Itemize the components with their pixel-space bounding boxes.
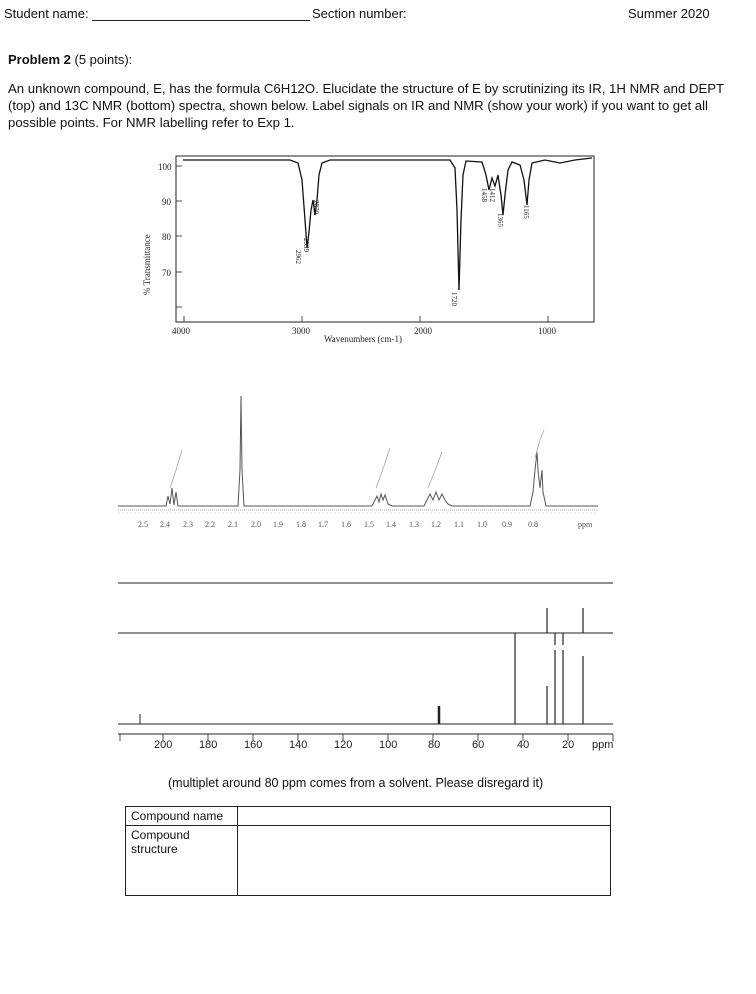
ir-trace — [183, 158, 592, 290]
ir-peak-label: 1165 — [522, 205, 530, 219]
h-nmr-axis-labels — [138, 520, 593, 529]
ir-peak-label: 1365 — [496, 213, 504, 227]
h-nmr-axis-label: 0.8 — [528, 520, 538, 529]
ir-xtick: 2000 — [414, 326, 432, 336]
c-nmr-tick: 120 — [334, 739, 353, 751]
compound-structure-label: Compound structure — [126, 826, 238, 896]
ir-peak-label: 2939 — [302, 238, 310, 252]
c-nmr-tick: 100 — [379, 739, 398, 751]
ir-peak-label: 2962 — [294, 250, 302, 264]
c-nmr-unit: ppm — [592, 739, 614, 751]
ir-ytick: 80 — [162, 232, 171, 242]
student-name-label: Student name: — [4, 6, 89, 21]
compound-name-label: Compound name — [126, 807, 238, 826]
c-nmr-tick: 140 — [289, 739, 308, 751]
h-nmr-trace — [118, 396, 598, 506]
ir-ytick: 70 — [162, 268, 171, 278]
ir-peak-labels — [294, 188, 530, 307]
ir-y-ticks — [158, 162, 172, 278]
c-nmr-tick: 20 — [562, 739, 575, 751]
h-nmr-axis-label: 1.7 — [318, 520, 328, 529]
ir-peak-label: 1412 — [488, 188, 496, 202]
ir-spectrum — [142, 156, 594, 344]
h-nmr-axis-label: 0.9 — [502, 520, 512, 529]
c-nmr-tick: 40 — [517, 739, 530, 751]
ir-xtick: 4000 — [172, 326, 190, 336]
h-nmr-axis-label: 2.4 — [160, 520, 170, 529]
h-nmr-axis-label: 1.0 — [477, 520, 487, 529]
ir-ylabel: % Transmittance — [142, 234, 152, 295]
h-nmr-axis-label: 2.2 — [205, 520, 215, 529]
c-nmr-spectra — [118, 583, 613, 741]
ir-ytick: 100 — [158, 162, 172, 172]
c-nmr-tick: 80 — [428, 739, 441, 751]
c-nmr-tick: 200 — [154, 739, 173, 751]
c-nmr-tick: 60 — [472, 739, 485, 751]
answer-table — [125, 806, 611, 896]
h-nmr-axis-label: 1.4 — [386, 520, 396, 529]
h-nmr-axis-label: ppm — [578, 520, 593, 529]
h-nmr-axis-label: 1.1 — [454, 520, 464, 529]
c-nmr-tick: 160 — [244, 739, 263, 751]
solvent-note: (multiplet around 80 ppm comes from a solvent. Please disregard it) — [168, 776, 544, 790]
ir-peak-label: 1458 — [480, 188, 488, 202]
problem-text: An unknown compound, E, has the formula C6H12O. Elucidate the structure of E by scrutinizing its IR, 1H NMR and DEPT (top) and 13C NMR (bottom) spectra, shown below. Label signals on IR and NMR (show your work) if you want to get all possible points. For NMR labelling refer to Exp 1. — [8, 81, 724, 130]
h-nmr-axis-label: 1.8 — [296, 520, 306, 529]
compound-structure-input[interactable] — [238, 826, 611, 896]
section-number-label: Section number: — [312, 6, 407, 21]
h-nmr-spectrum — [118, 396, 598, 529]
h-nmr-axis-label: 1.6 — [341, 520, 351, 529]
ir-peak-label: 2870 — [312, 200, 320, 214]
ir-ytick: 90 — [162, 197, 171, 207]
h-nmr-axis-label: 1.3 — [409, 520, 419, 529]
h-nmr-axis-label: 2.0 — [251, 520, 261, 529]
h-nmr-axis-label: 1.5 — [364, 520, 374, 529]
h-nmr-axis-label: 2.3 — [183, 520, 193, 529]
term-label: Summer 2020 — [628, 6, 710, 21]
compound-name-input[interactable] — [238, 807, 611, 826]
ir-xtick: 1000 — [538, 326, 556, 336]
c-nmr-tick: 180 — [199, 739, 218, 751]
problem-title: Problem 2 (5 points): — [8, 52, 133, 67]
h-nmr-axis-label: 1.9 — [273, 520, 283, 529]
h-nmr-axis-label: 2.1 — [228, 520, 238, 529]
h-nmr-axis-label: 2.5 — [138, 520, 148, 529]
ir-xlabel: Wavenumbers (cm-1) — [324, 334, 402, 344]
h-nmr-axis-label: 1.2 — [431, 520, 441, 529]
ir-peak-label: 1720 — [450, 292, 458, 306]
ir-xtick: 3000 — [292, 326, 310, 336]
c-nmr-axis-labels — [154, 739, 613, 751]
